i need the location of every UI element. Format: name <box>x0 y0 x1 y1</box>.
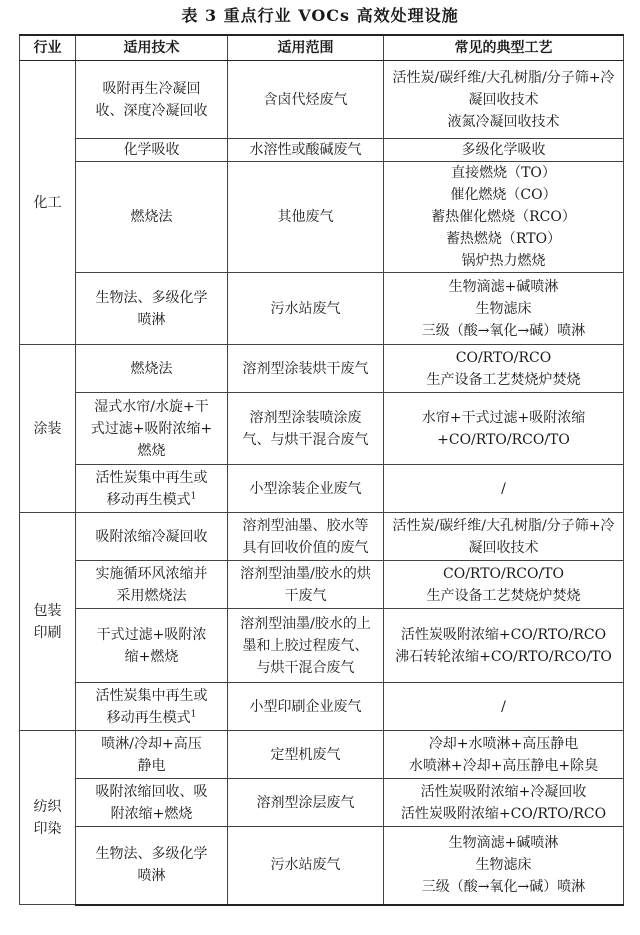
scope-cell <box>228 345 384 393</box>
header-industry: 行业 <box>20 35 76 61</box>
scope-line: 污水站废气 <box>270 857 341 874</box>
scope-cell <box>228 61 384 139</box>
tech-cell <box>76 345 228 393</box>
process-line: 生物滤床 <box>475 857 532 874</box>
process-line: 水帘+干式过滤+吸附浓缩 <box>421 409 586 426</box>
process-line: 液氮冷凝回收技术 <box>447 113 560 130</box>
process-cell <box>384 683 624 731</box>
tech-line: 生物法、多级化学 <box>95 846 208 863</box>
header-process: 常见的典型工艺 <box>384 35 624 61</box>
industry-cell <box>20 513 76 731</box>
process-line: 多级化学吸收 <box>461 142 546 158</box>
scope-cell <box>228 561 384 609</box>
scope-cell <box>228 609 384 683</box>
tech-line: 干式过滤+吸附浓 <box>96 626 207 643</box>
tech-cell <box>76 513 228 561</box>
process-cell <box>384 731 624 779</box>
scope-line: 溶剂型涂层废气 <box>256 794 355 811</box>
table-row <box>20 273 624 345</box>
scope-cell <box>228 731 384 779</box>
process-line: 三级（酸→氧化→碱）喷淋 <box>421 322 586 339</box>
scope-cell <box>228 779 384 827</box>
table-row <box>20 139 624 162</box>
tech-cell <box>76 139 228 162</box>
tech-cell <box>76 465 228 513</box>
scope-line: 溶剂型油墨、胶水等 <box>242 517 369 534</box>
scope-line: 墨和上胶过程废气、 <box>242 637 369 654</box>
scope-line: 其他废气 <box>277 209 334 225</box>
tech-line: 收、深度冷凝回收 <box>95 102 208 119</box>
industry-cell: 化工 <box>20 61 76 345</box>
table-row <box>20 513 624 561</box>
process-cell <box>384 139 624 162</box>
process-line: 活性炭/碳纤维/大孔树脂/分子筛+冷 <box>392 517 615 534</box>
scope-cell <box>228 273 384 345</box>
footnote-marker: 1 <box>190 708 197 719</box>
industry-cell: 涂装 <box>20 345 76 513</box>
scope-line: 溶剂型油墨/胶水的烘 <box>240 565 371 582</box>
tech-line: 活性炭集中再生或 <box>95 469 208 486</box>
process-cell <box>384 609 624 683</box>
scope-cell <box>228 465 384 513</box>
table-title: 表 3 重点行业 VOCs 高效处理设施 <box>181 6 459 25</box>
process-line: 冷却+水喷淋+高压静电 <box>428 735 579 752</box>
scope-line: 溶剂型涂装烘干废气 <box>242 360 369 377</box>
process-line: 锅炉热力燃烧 <box>461 253 546 269</box>
scope-line: 水溶性或酸碱废气 <box>249 142 362 158</box>
scope-cell <box>228 393 384 465</box>
scope-cell <box>228 139 384 162</box>
tech-line: 静电 <box>137 757 166 774</box>
industry-line: 印染 <box>33 820 62 837</box>
scope-line: 小型印刷企业废气 <box>249 698 362 715</box>
scope-cell <box>228 827 384 905</box>
scope-line: 含卤代烃废气 <box>263 91 348 108</box>
process-line: 凝回收技术 <box>468 539 539 556</box>
tech-line: 燃烧法 <box>130 360 173 377</box>
tech-line: 采用燃烧法 <box>116 587 187 604</box>
table-row <box>20 683 624 731</box>
tech-line: 湿式水帘/水旋+干 <box>94 398 209 415</box>
process-line: +CO/RTO/RCO/TO <box>437 431 570 448</box>
process-line: 沸石转轮浓缩+CO/RTO/RCO/TO <box>395 648 612 665</box>
process-cell <box>384 345 624 393</box>
tech-line: 移动再生模式$^1$ <box>106 708 197 726</box>
scope-line: 气、与烘干混合废气 <box>242 431 369 448</box>
table-row <box>20 731 624 779</box>
industry-cell <box>20 731 76 905</box>
process-cell <box>384 393 624 465</box>
scope-line: 定型机废气 <box>270 746 341 763</box>
tech-line: 吸附浓缩冷凝回收 <box>95 528 208 545</box>
table-row <box>20 345 624 393</box>
header-scope: 适用范围 <box>228 35 384 61</box>
tech-line: 附浓缩+燃烧 <box>110 805 193 822</box>
tech-cell <box>76 731 228 779</box>
process-cell <box>384 779 624 827</box>
header-row <box>20 35 624 61</box>
tech-line: 燃烧法 <box>130 209 173 225</box>
tech-line: 喷淋 <box>137 868 166 885</box>
industry-line: 印刷 <box>33 624 62 641</box>
process-line: 生产设备工艺焚烧炉焚烧 <box>426 587 581 604</box>
process-cell <box>384 273 624 345</box>
scope-cell <box>228 513 384 561</box>
tech-cell <box>76 779 228 827</box>
scope-line: 小型涂装企业废气 <box>249 480 362 497</box>
process-line: 生产设备工艺焚烧炉焚烧 <box>426 371 581 388</box>
process-line: 活性炭/碳纤维/大孔树脂/分子筛+冷 <box>392 69 615 86</box>
scope-cell <box>228 683 384 731</box>
scope-line: 干废气 <box>284 587 327 604</box>
header-tech: 适用技术 <box>76 35 228 61</box>
table-row <box>20 609 624 683</box>
industry-line: 包装 <box>33 602 62 619</box>
tech-line: 化学吸收 <box>123 142 180 158</box>
scope-line: 污水站废气 <box>270 300 341 317</box>
tech-line: 移动再生模式$^1$ <box>106 490 197 508</box>
tech-cell <box>76 393 228 465</box>
scope-line: 具有回收价值的废气 <box>242 539 369 556</box>
scope-line: 与烘干混合废气 <box>256 659 355 676</box>
tech-line: 吸附再生冷凝回 <box>102 80 201 97</box>
table-row <box>20 827 624 905</box>
process-line: 生物滴滤+碱喷淋 <box>448 835 559 852</box>
tech-line: 吸附浓缩回收、吸 <box>95 783 208 800</box>
tech-cell <box>76 273 228 345</box>
process-line: 活性炭吸附浓缩+冷凝回收 <box>420 783 587 800</box>
process-cell <box>384 162 624 273</box>
process-line: 生物滴滤+碱喷淋 <box>448 278 559 295</box>
tech-line: 生物法、多级化学 <box>95 289 208 306</box>
process-line: 催化燃烧（CO） <box>450 187 557 203</box>
process-line: CO/RTO/RCO/TO <box>443 565 564 582</box>
process-line: / <box>501 698 506 715</box>
table-row <box>20 779 624 827</box>
table-row <box>20 561 624 609</box>
table-row <box>20 61 624 139</box>
process-line: 活性炭吸附浓缩+CO/RTO/RCO <box>400 626 607 643</box>
tech-cell <box>76 683 228 731</box>
tech-cell <box>76 61 228 139</box>
process-line: 活性炭吸附浓缩+CO/RTO/RCO <box>400 805 607 822</box>
tech-cell <box>76 162 228 273</box>
process-cell <box>384 513 624 561</box>
tech-line: 活性炭集中再生或 <box>95 687 208 704</box>
tech-cell <box>76 609 228 683</box>
tech-line: 喷淋/冷却+高压 <box>101 735 202 752</box>
process-cell <box>384 465 624 513</box>
process-line: 水喷淋+冷却+高压静电+除臭 <box>408 757 599 774</box>
process-line: 生物滤床 <box>475 300 532 317</box>
industry-line: 纺织 <box>33 798 62 815</box>
process-line: 凝回收技术 <box>468 91 539 108</box>
tech-line: 缩+燃烧 <box>124 648 179 665</box>
scope-line: 溶剂型油墨/胶水的上 <box>240 615 371 632</box>
tech-line: 燃烧 <box>137 442 166 459</box>
tech-cell <box>76 561 228 609</box>
process-cell <box>384 827 624 905</box>
scope-cell <box>228 162 384 273</box>
scope-line: 溶剂型涂装喷涂废 <box>249 409 362 426</box>
table-row <box>20 162 624 273</box>
table-row <box>20 465 624 513</box>
process-cell <box>384 61 624 139</box>
tech-line: 喷淋 <box>137 311 166 328</box>
tech-line: 式过滤+吸附浓缩+ <box>90 420 213 437</box>
footnote-marker: 1 <box>190 490 197 501</box>
process-line: 蓄热催化燃烧（RCO） <box>431 209 576 225</box>
process-line: 直接燃烧（TO） <box>451 165 556 181</box>
tech-line: 实施循环风浓缩并 <box>95 565 208 582</box>
tech-cell <box>76 827 228 905</box>
process-line: 蓄热燃烧（RTO） <box>445 231 562 247</box>
table-row <box>20 393 624 465</box>
process-line: CO/RTO/RCO <box>455 349 552 366</box>
process-line: / <box>501 480 506 497</box>
process-cell <box>384 561 624 609</box>
voc-facilities-table <box>19 34 624 906</box>
process-line: 三级（酸→氧化→碱）喷淋 <box>421 879 586 896</box>
